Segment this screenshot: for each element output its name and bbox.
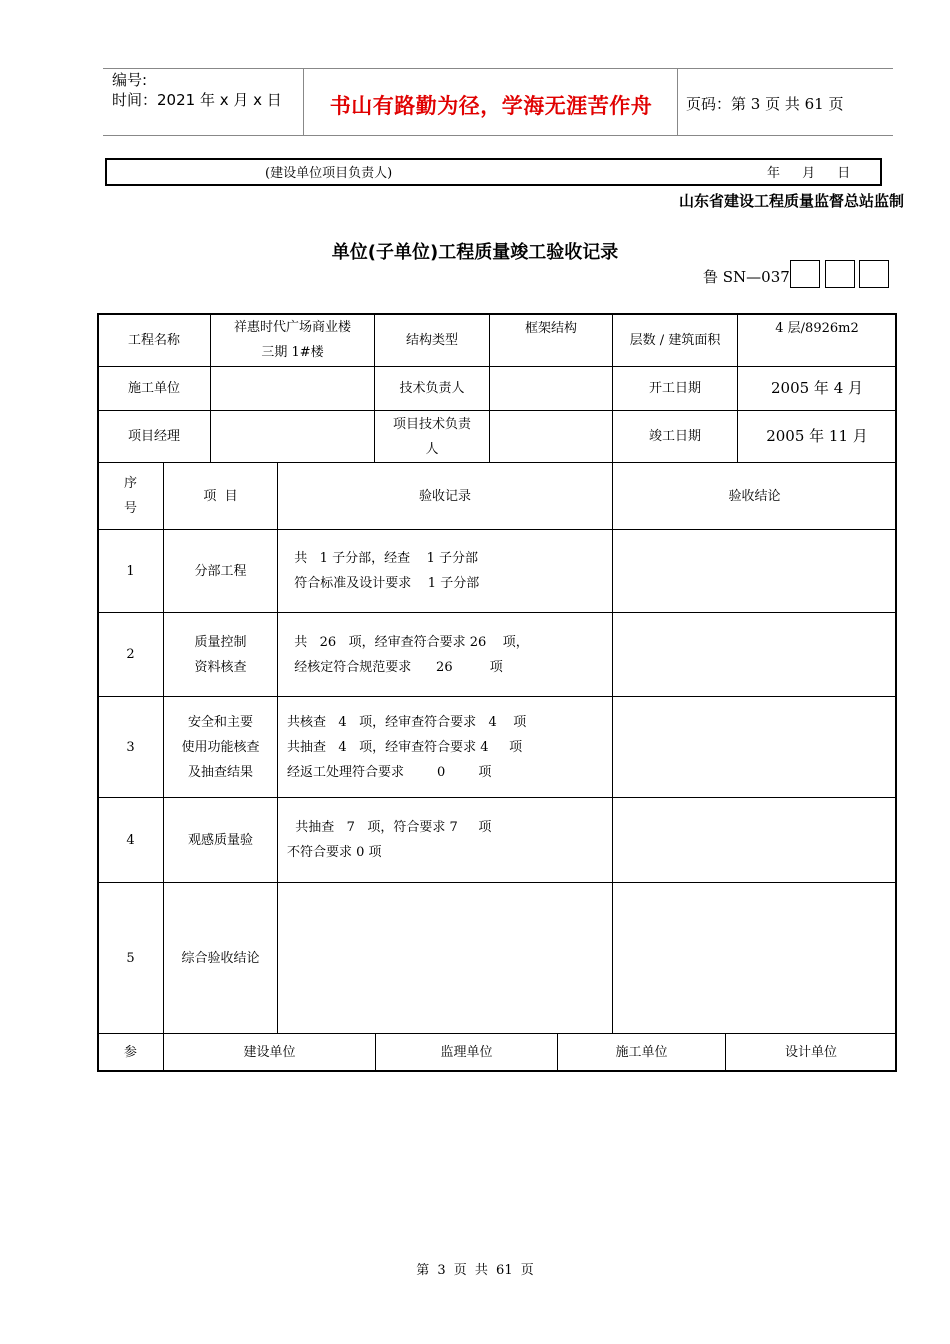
- pm-value[interactable]: [210, 410, 375, 463]
- signature-label: (建设单位项目负责人): [265, 166, 393, 181]
- contractor-label: 施工单位: [97, 366, 211, 411]
- code-box[interactable]: [790, 260, 820, 288]
- header-divider: [677, 69, 678, 136]
- col-header-no: 序 号: [97, 462, 164, 530]
- table-row-no: 4: [97, 797, 164, 883]
- project-name-label: 工程名称: [97, 313, 211, 367]
- proj-tech-lead-label: 项目技术负责 人: [374, 410, 490, 463]
- tech-lead-label: 技术负责人: [374, 366, 490, 411]
- page-title: 单位(子单位)工程质量竣工验收记录: [331, 242, 619, 263]
- table-row-conclusion[interactable]: [612, 612, 897, 697]
- participant-supervision-unit: 监理单位: [375, 1033, 558, 1071]
- table-row-record: 共抽查 7 项，符合要求 7 项 不符合要求 0 项: [277, 797, 613, 883]
- table-row-item: 安全和主要 使用功能核查 及抽查结果: [163, 696, 278, 798]
- table-row-no: 2: [97, 612, 164, 697]
- table-row-no: 1: [97, 529, 164, 613]
- floors-value: 4 层/8926m2: [737, 313, 897, 367]
- table-row-record: 共核查 4 项，经审查符合要求 4 项 共抽查 4 项，经审查符合要求 4 项 经返工处理符合要求 0 项: [277, 696, 613, 798]
- header-top-rule: [103, 68, 893, 69]
- structure-value: 框架结构: [489, 313, 613, 367]
- tech-lead-value[interactable]: [489, 366, 613, 411]
- code-box[interactable]: [825, 260, 855, 288]
- col-header-record: 验收记录: [277, 462, 613, 530]
- header-meta: [112, 70, 282, 110]
- col-header-item: 项 目: [163, 462, 278, 530]
- participant-design-unit: 设计单位: [725, 1033, 897, 1071]
- table-row-conclusion[interactable]: [612, 882, 897, 1034]
- table-row-record: 共 1 子分部，经查 1 子分部 符合标准及设计要求 1 子分部: [277, 529, 613, 613]
- table-row-item: 质量控制 资料核查: [163, 612, 278, 697]
- table-row-no: 3: [97, 696, 164, 798]
- participants-label: 参: [97, 1033, 164, 1072]
- table-row-record[interactable]: [277, 882, 613, 1034]
- table-row-item: 综合验收结论: [163, 882, 278, 1034]
- table-row-conclusion[interactable]: [612, 529, 897, 613]
- time-label: 时间：2021 年 x 月 x 日: [112, 91, 282, 109]
- supervised-by: 山东省建设工程质量监督总站监制: [678, 192, 904, 210]
- header-motto: 书山有路勤为径，学海无涯苦作舟: [329, 94, 653, 118]
- proj-tech-lead-value[interactable]: [489, 410, 613, 463]
- start-date-label: 开工日期: [612, 366, 738, 411]
- table-row-no: 5: [97, 882, 164, 1034]
- participant-contractor-unit: 施工单位: [557, 1033, 726, 1071]
- floors-label: 层数 / 建筑面积: [612, 313, 738, 367]
- table-row-item: 观感质量验: [163, 797, 278, 883]
- finish-date-label: 竣工日期: [612, 410, 738, 463]
- header-page-info: 页码：第 3 页 共 61 页: [686, 95, 844, 113]
- header-bottom-rule: [103, 135, 893, 136]
- table-row-conclusion[interactable]: [612, 696, 897, 798]
- page-footer: 第 3 页 共 61 页: [416, 1263, 534, 1278]
- contractor-value[interactable]: [210, 366, 375, 411]
- table-row-item: 分部工程: [163, 529, 278, 613]
- project-name-value: 祥惠时代广场商业楼 三期 1#楼: [210, 313, 375, 367]
- table-row-conclusion[interactable]: [612, 797, 897, 883]
- acceptance-table: [97, 313, 897, 1072]
- participant-construction-unit: 建设单位: [163, 1033, 376, 1071]
- header-divider: [303, 69, 304, 136]
- col-header-conclusion: 验收结论: [612, 462, 897, 530]
- code-box[interactable]: [859, 260, 889, 288]
- finish-date-value: 2005 年 11 月: [737, 410, 897, 463]
- form-code: 鲁 SN—037: [703, 268, 790, 286]
- signature-date: 年 月 日: [767, 166, 851, 181]
- signature-box: [105, 158, 882, 186]
- structure-label: 结构类型: [374, 313, 490, 367]
- table-row-record: 共 26 项，经审查符合要求 26 项， 经核定符合规范要求 26 项: [277, 612, 613, 697]
- pm-label: 项目经理: [97, 410, 211, 463]
- start-date-value: 2005 年 4 月: [737, 366, 897, 411]
- serial-label: 编号:: [112, 71, 148, 89]
